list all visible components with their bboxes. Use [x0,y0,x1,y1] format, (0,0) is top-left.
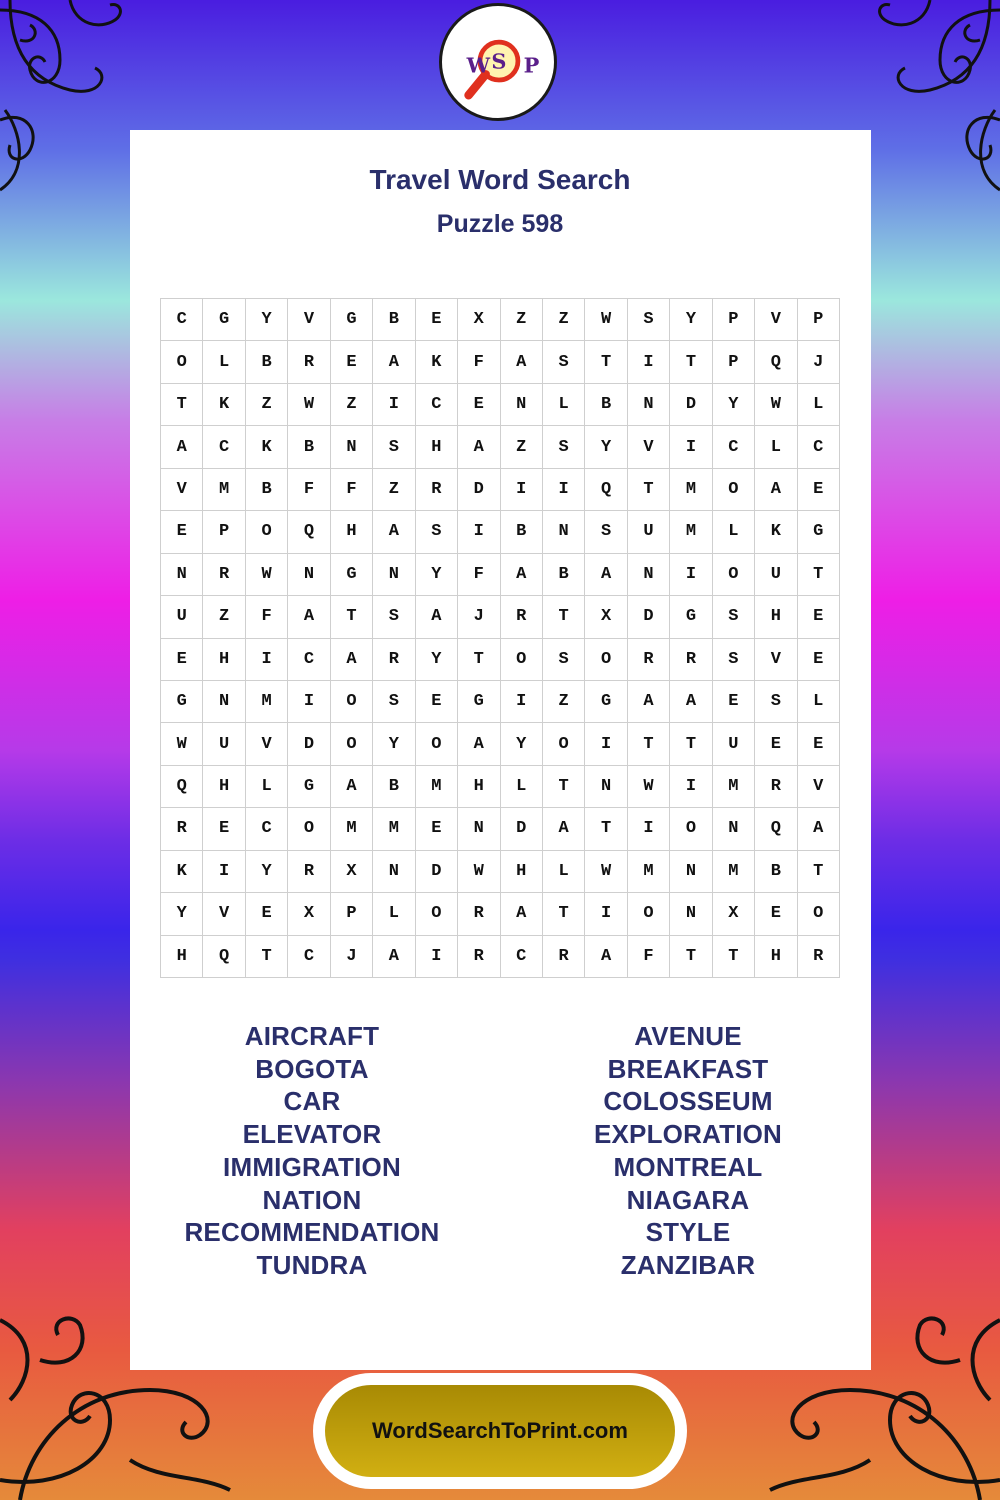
grid-cell[interactable]: O [501,639,543,681]
grid-cell[interactable]: X [458,299,500,341]
grid-cell[interactable]: Y [373,723,415,765]
grid-cell[interactable]: R [501,596,543,638]
grid-cell[interactable]: J [798,341,840,383]
grid-cell[interactable]: J [331,936,373,978]
grid-cell[interactable]: V [203,893,245,935]
grid-cell[interactable]: M [713,851,755,893]
grid-cell[interactable]: E [203,808,245,850]
grid-cell[interactable]: C [713,426,755,468]
grid-cell[interactable]: N [458,808,500,850]
grid-cell[interactable]: Q [585,469,627,511]
grid-cell[interactable]: U [713,723,755,765]
grid-cell[interactable]: L [203,341,245,383]
word-item: IMMIGRATION [223,1151,401,1182]
grid-cell[interactable]: A [585,936,627,978]
grid-cell[interactable]: Y [416,554,458,596]
grid-cell[interactable]: Z [373,469,415,511]
grid-cell[interactable]: T [670,723,712,765]
grid-cell[interactable]: G [288,766,330,808]
grid-cell[interactable]: O [585,639,627,681]
grid-cell[interactable]: I [373,384,415,426]
word-item: RECOMMENDATION [184,1217,440,1248]
grid-cell[interactable]: B [585,384,627,426]
grid-cell[interactable]: E [246,893,288,935]
grid-cell[interactable]: N [161,554,203,596]
grid-cell[interactable]: C [501,936,543,978]
grid-cell[interactable]: N [288,554,330,596]
grid-cell[interactable]: R [458,893,500,935]
word-item: BREAKFAST [607,1053,769,1084]
grid-cell[interactable]: N [713,808,755,850]
grid-cell[interactable]: K [203,384,245,426]
grid-cell[interactable]: L [373,893,415,935]
grid-cell[interactable]: E [798,469,840,511]
grid-cell[interactable]: S [755,681,797,723]
grid-cell[interactable]: A [543,808,585,850]
grid-cell[interactable]: H [203,766,245,808]
grid-cell[interactable]: Y [246,299,288,341]
grid-cell[interactable]: L [501,766,543,808]
grid-cell[interactable]: R [373,639,415,681]
grid-cell[interactable]: M [628,851,670,893]
grid-cell[interactable]: S [416,511,458,553]
wsp-logo [439,3,557,121]
grid-cell[interactable]: N [373,554,415,596]
grid-cell[interactable]: O [416,723,458,765]
grid-cell[interactable]: A [416,596,458,638]
grid-cell[interactable]: L [246,766,288,808]
grid-cell[interactable]: A [501,341,543,383]
word-item: EXPLORATION [593,1119,783,1150]
grid-cell[interactable]: G [331,299,373,341]
grid-cell[interactable]: O [246,511,288,553]
logo-letter-s: S [491,48,507,74]
grid-cell[interactable]: B [288,426,330,468]
grid-cell[interactable]: W [246,554,288,596]
grid-cell[interactable]: H [755,936,797,978]
grid-cell[interactable]: R [458,936,500,978]
grid-cell[interactable]: U [203,723,245,765]
grid-cell[interactable]: M [203,469,245,511]
grid-cell[interactable]: F [458,554,500,596]
grid-cell[interactable]: T [161,384,203,426]
grid-cell[interactable]: E [798,723,840,765]
grid-cell[interactable]: B [543,554,585,596]
grid-cell[interactable]: M [331,808,373,850]
grid-cell[interactable]: E [416,681,458,723]
grid-cell[interactable]: N [585,766,627,808]
grid-cell[interactable]: O [543,723,585,765]
grid-cell[interactable]: H [416,426,458,468]
grid-cell[interactable]: L [755,426,797,468]
grid-cell[interactable]: R [288,851,330,893]
grid-cell[interactable]: N [203,681,245,723]
grid-cell[interactable]: R [628,639,670,681]
grid-cell[interactable]: Q [755,341,797,383]
grid-cell[interactable]: G [798,511,840,553]
grid-cell[interactable]: G [203,299,245,341]
grid-cell[interactable]: E [331,341,373,383]
grid-cell[interactable]: F [628,936,670,978]
grid-cell[interactable]: A [331,639,373,681]
grid-cell[interactable]: X [713,893,755,935]
grid-cell[interactable]: H [458,766,500,808]
grid-cell[interactable]: T [798,851,840,893]
grid-cell[interactable]: T [713,936,755,978]
grid-cell[interactable]: R [161,808,203,850]
grid-cell[interactable]: S [628,299,670,341]
grid-cell[interactable]: Y [246,851,288,893]
word-item: MONTREAL [613,1151,763,1182]
grid-cell[interactable]: O [161,341,203,383]
grid-cell[interactable]: Z [543,299,585,341]
grid-cell[interactable]: N [373,851,415,893]
grid-cell[interactable]: Y [161,893,203,935]
grid-cell[interactable]: A [373,936,415,978]
grid-cell[interactable]: A [458,426,500,468]
grid-cell[interactable]: K [161,851,203,893]
grid-cell[interactable]: X [331,851,373,893]
grid-cell[interactable]: W [458,851,500,893]
grid-cell[interactable]: M [670,511,712,553]
grid-cell[interactable]: A [373,511,415,553]
word-list-left [122,1020,502,1282]
grid-cell[interactable]: K [246,426,288,468]
grid-cell[interactable]: R [203,554,245,596]
grid-cell[interactable]: X [585,596,627,638]
grid-cell[interactable]: C [203,426,245,468]
grid-cell[interactable]: E [458,384,500,426]
grid-cell[interactable]: O [288,808,330,850]
grid-cell[interactable]: P [713,341,755,383]
grid-cell[interactable]: L [798,681,840,723]
grid-cell[interactable]: I [416,936,458,978]
grid-cell[interactable]: O [331,723,373,765]
grid-cell[interactable]: O [416,893,458,935]
grid-cell[interactable]: U [161,596,203,638]
grid-cell[interactable]: A [628,681,670,723]
word-item: ELEVATOR [242,1119,382,1150]
grid-cell[interactable]: G [331,554,373,596]
grid-cell[interactable]: S [373,596,415,638]
grid-cell[interactable]: A [331,766,373,808]
word-item: ZANZIBAR [620,1249,756,1280]
grid-cell[interactable]: R [416,469,458,511]
word-item: TUNDRA [256,1249,368,1280]
grid-cell[interactable]: M [373,808,415,850]
grid-cell[interactable]: N [670,851,712,893]
word-item: NATION [262,1184,362,1215]
grid-cell[interactable]: T [543,766,585,808]
grid-cell[interactable]: K [755,511,797,553]
grid-cell[interactable]: E [755,893,797,935]
grid-cell[interactable]: Y [501,723,543,765]
footer-link[interactable]: WordSearchToPrint.com [325,1385,675,1477]
grid-cell[interactable]: N [670,893,712,935]
grid-cell[interactable]: I [670,554,712,596]
grid-cell[interactable]: A [288,596,330,638]
logo-letter-w: W [466,52,491,78]
grid-cell[interactable]: M [670,469,712,511]
word-item: NIAGARA [626,1184,750,1215]
grid-cell[interactable]: O [713,469,755,511]
grid-cell[interactable]: Z [331,384,373,426]
logo-letter-p: P [523,52,540,78]
grid-cell[interactable]: V [288,299,330,341]
grid-cell[interactable]: L [798,384,840,426]
grid-cell[interactable]: Q [288,511,330,553]
grid-cell[interactable]: Y [713,384,755,426]
grid-cell[interactable]: V [628,426,670,468]
grid-cell[interactable]: V [755,639,797,681]
grid-cell[interactable]: O [798,893,840,935]
grid-cell[interactable]: D [670,384,712,426]
word-item: AVENUE [634,1021,742,1051]
grid-cell[interactable]: H [331,511,373,553]
grid-cell[interactable]: S [373,681,415,723]
grid-cell[interactable]: C [288,639,330,681]
grid-cell[interactable]: T [458,639,500,681]
grid-cell[interactable]: D [288,723,330,765]
grid-cell[interactable]: A [501,893,543,935]
grid-cell[interactable]: B [755,851,797,893]
grid-cell[interactable]: P [713,299,755,341]
grid-cell[interactable]: B [246,469,288,511]
grid-cell[interactable]: E [798,639,840,681]
grid-cell[interactable]: T [331,596,373,638]
grid-cell[interactable]: T [246,936,288,978]
word-item: CAR [283,1086,341,1117]
grid-cell[interactable]: P [203,511,245,553]
grid-cell[interactable]: H [203,639,245,681]
grid-cell[interactable]: I [670,426,712,468]
word-list-right [498,1020,878,1282]
grid-cell[interactable]: E [416,808,458,850]
grid-cell[interactable]: C [288,936,330,978]
grid-cell[interactable]: I [628,341,670,383]
grid-cell[interactable]: F [246,596,288,638]
grid-cell[interactable]: N [543,511,585,553]
grid-cell[interactable]: I [288,681,330,723]
grid-cell[interactable]: W [755,384,797,426]
grid-cell[interactable]: I [585,723,627,765]
grid-cell[interactable]: O [713,554,755,596]
grid-cell[interactable]: E [713,681,755,723]
grid-cell[interactable]: A [585,554,627,596]
grid-cell[interactable]: B [373,299,415,341]
grid-cell[interactable]: G [458,681,500,723]
letter-grid [160,298,840,978]
grid-cell[interactable]: M [713,766,755,808]
grid-cell[interactable]: W [628,766,670,808]
puzzle-number: Puzzle 598 [436,210,564,238]
grid-cell[interactable]: A [161,426,203,468]
grid-cell[interactable]: V [161,469,203,511]
grid-cell[interactable]: E [798,596,840,638]
grid-cell[interactable]: E [161,639,203,681]
grid-cell[interactable]: H [161,936,203,978]
grid-cell[interactable]: J [458,596,500,638]
grid-cell[interactable]: S [543,426,585,468]
grid-cell[interactable]: Z [543,681,585,723]
grid-cell[interactable]: F [331,469,373,511]
grid-cell[interactable]: A [373,341,415,383]
grid-cell[interactable]: K [416,341,458,383]
grid-cell[interactable]: T [798,554,840,596]
grid-cell[interactable]: P [331,893,373,935]
grid-cell[interactable]: C [416,384,458,426]
grid-cell[interactable]: R [288,341,330,383]
grid-cell[interactable]: U [628,511,670,553]
grid-cell[interactable]: M [246,681,288,723]
grid-cell[interactable]: X [288,893,330,935]
grid-cell[interactable]: T [670,341,712,383]
grid-cell[interactable]: G [585,681,627,723]
grid-cell[interactable]: R [755,766,797,808]
grid-cell[interactable]: L [543,851,585,893]
word-item: STYLE [645,1217,731,1248]
grid-cell[interactable]: L [713,511,755,553]
grid-cell[interactable]: T [628,723,670,765]
grid-cell[interactable]: Y [416,639,458,681]
grid-cell[interactable]: V [755,299,797,341]
grid-cell[interactable]: U [755,554,797,596]
grid-cell[interactable]: T [585,341,627,383]
grid-cell[interactable]: V [246,723,288,765]
grid-cell[interactable]: S [713,596,755,638]
grid-cell[interactable]: I [501,469,543,511]
grid-cell[interactable]: H [501,851,543,893]
grid-cell[interactable]: M [416,766,458,808]
grid-cell[interactable]: H [755,596,797,638]
grid-cell[interactable]: S [585,511,627,553]
grid-cell[interactable]: F [288,469,330,511]
grid-cell[interactable]: Q [203,936,245,978]
grid-cell[interactable]: R [543,936,585,978]
word-item: COLOSSEUM [603,1086,773,1117]
grid-cell[interactable]: I [246,639,288,681]
grid-cell[interactable]: L [543,384,585,426]
grid-cell[interactable]: A [458,723,500,765]
grid-cell[interactable]: T [670,936,712,978]
grid-cell[interactable]: N [628,384,670,426]
grid-cell[interactable]: Z [501,299,543,341]
grid-cell[interactable]: A [755,469,797,511]
grid-cell[interactable]: S [543,639,585,681]
grid-cell[interactable]: O [628,893,670,935]
grid-cell[interactable]: W [161,723,203,765]
grid-cell[interactable]: N [628,554,670,596]
grid-cell[interactable]: D [628,596,670,638]
grid-cell[interactable]: O [331,681,373,723]
grid-cell[interactable]: S [373,426,415,468]
page-title: Travel Word Search [369,164,631,195]
grid-cell[interactable]: B [373,766,415,808]
grid-cell[interactable]: R [670,639,712,681]
grid-cell[interactable]: T [543,893,585,935]
grid-cell[interactable]: R [798,936,840,978]
grid-cell[interactable]: E [416,299,458,341]
grid-cell[interactable]: W [585,299,627,341]
grid-cell[interactable]: G [161,681,203,723]
grid-cell[interactable]: I [543,469,585,511]
grid-cell[interactable]: Y [585,426,627,468]
grid-cell[interactable]: B [246,341,288,383]
grid-cell[interactable]: I [670,766,712,808]
grid-cell[interactable]: A [501,554,543,596]
word-item: BOGOTA [255,1053,369,1084]
grid-cell[interactable]: V [798,766,840,808]
grid-cell[interactable]: O [670,808,712,850]
word-item: AIRCRAFT [244,1021,380,1051]
grid-cell[interactable]: N [501,384,543,426]
grid-cell[interactable]: I [628,808,670,850]
magnifier-logo-icon [442,6,554,118]
grid-cell[interactable]: E [755,723,797,765]
grid-cell[interactable]: N [331,426,373,468]
grid-cell[interactable]: W [288,384,330,426]
grid-cell[interactable]: D [501,808,543,850]
grid-cell[interactable]: Z [203,596,245,638]
grid-cell[interactable]: S [543,341,585,383]
grid-cell[interactable]: T [585,808,627,850]
grid-cell[interactable]: D [458,469,500,511]
grid-cell[interactable]: C [798,426,840,468]
grid-cell[interactable]: S [713,639,755,681]
grid-cell[interactable]: Y [670,299,712,341]
grid-cell[interactable]: A [670,681,712,723]
grid-cell[interactable]: Q [161,766,203,808]
grid-cell[interactable]: Z [501,426,543,468]
grid-cell[interactable]: Q [755,808,797,850]
grid-cell[interactable]: C [246,808,288,850]
grid-cell[interactable]: C [161,299,203,341]
grid-cell[interactable]: G [670,596,712,638]
grid-cell[interactable]: Z [246,384,288,426]
grid-cell[interactable]: W [585,851,627,893]
grid-cell[interactable]: I [203,851,245,893]
grid-cell[interactable]: I [501,681,543,723]
grid-cell[interactable]: A [798,808,840,850]
grid-cell[interactable]: T [628,469,670,511]
grid-cell[interactable]: P [798,299,840,341]
grid-cell[interactable]: I [585,893,627,935]
grid-cell[interactable]: B [501,511,543,553]
grid-cell[interactable]: E [161,511,203,553]
grid-cell[interactable]: F [458,341,500,383]
grid-cell[interactable]: T [543,596,585,638]
grid-cell[interactable]: D [416,851,458,893]
grid-cell[interactable]: I [458,511,500,553]
